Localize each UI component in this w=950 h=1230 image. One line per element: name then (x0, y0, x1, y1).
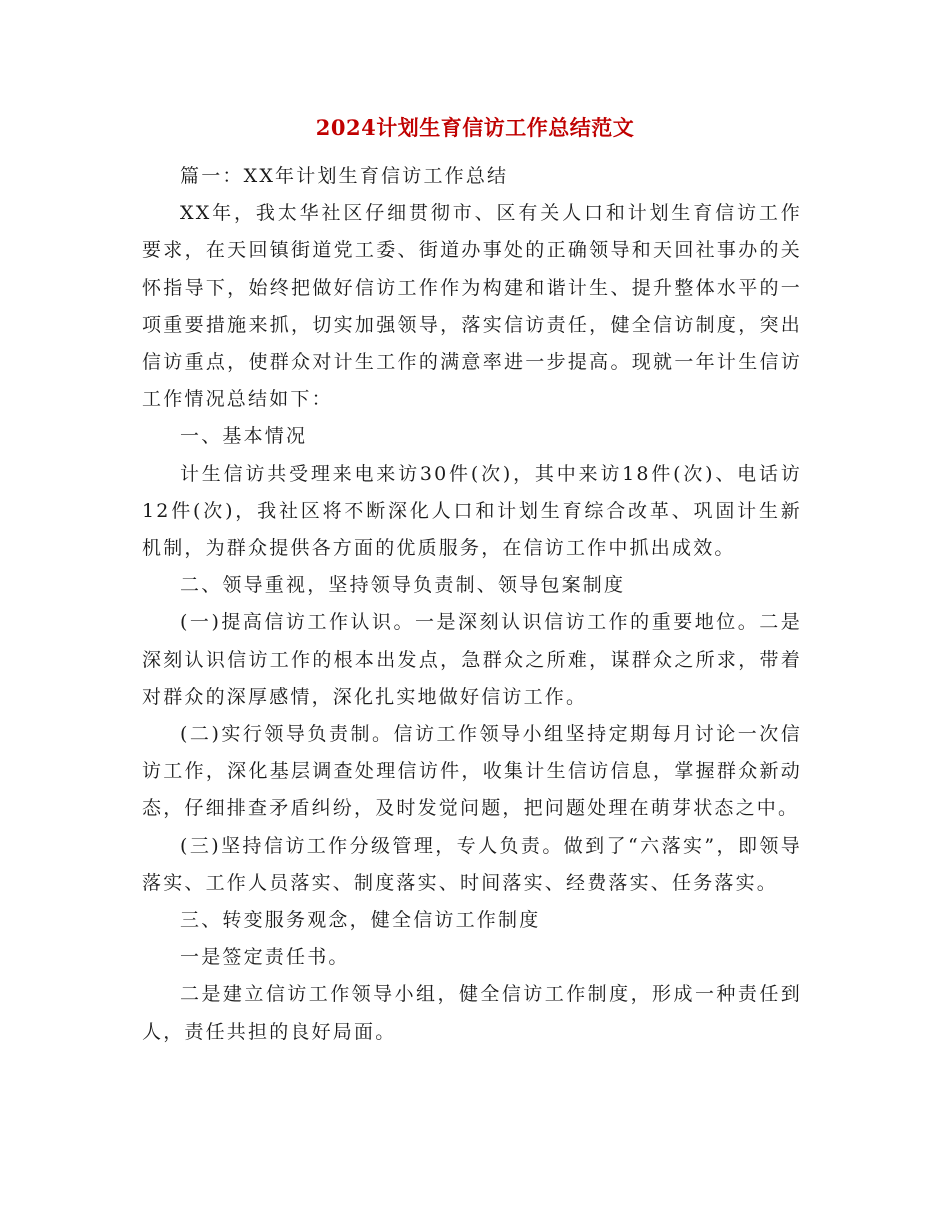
heading-basic-situation: 一、基本情况 (180, 425, 308, 448)
document-body (142, 158, 802, 1051)
paragraph-leadership-group: 二是建立信访工作领导小组，健全信访工作制度，形成一种责任到人，责任共担的良好局面。 (142, 983, 802, 1043)
paragraph-item-1: (一)提高信访工作认识。一是深刻认识信访工作的重要地位。二是深刻认识信访工作的根本出发点，急群众之所难，谋群众之所求，带着对群众的深厚感情，深化扎实地做好信访工作。 (142, 611, 802, 708)
paragraph-section-heading: 篇一：XX年计划生育信访工作总结 (180, 165, 509, 187)
paragraph-intro: XX年，我太华社区仔细贯彻市、区有关人口和计划生育信访工作要求，在天回镇街道党工委、街道办事处的正确领导和天回社事办的关怀指导下，始终把做好信访工作作为构建和谐计生、提升整体水平的一项重要措施来抓，切实加强领导，落实信访责任，健全信访制度，突出信访重点，使群众对计生工作的满意率进一步提高。现就一年计生信访工作情况总结如下： (142, 202, 802, 411)
document-title: 2024计划生育信访工作总结范文 (315, 115, 635, 140)
paragraph-basic-situation: 计生信访共受理来电来访30件(次)，其中来访18件(次)、电话访12件(次)，我社区将不断深化人口和计划生育综合改革、巩固计生新机制，为群众提供各方面的优质服务，在信访工作中抓出成效。 (142, 462, 802, 560)
paragraph-item-2: (二)实行领导负责制。信访工作领导小组坚持定期每月讨论一次信访工作，深化基层调查处理信访件，收集计生信访信息，掌握群众新动态，仔细排查矛盾纠纷，及时发觉问题，把问题处理在萌芽状态之中。 (142, 723, 802, 820)
paragraph-responsibility-letter: 一是签定责任书。 (180, 946, 350, 969)
heading-service-concept: 三、转变服务观念，健全信访工作制度 (180, 909, 541, 932)
heading-leadership: 二、领导重视，坚持领导负责制、领导包案制度 (180, 574, 626, 597)
paragraph-item-3: (三)坚持信访工作分级管理，专人负责。做到了“六落实”，即领导落实、工作人员落实、制度落实、时间落实、经费落实、任务落实。 (142, 834, 802, 894)
